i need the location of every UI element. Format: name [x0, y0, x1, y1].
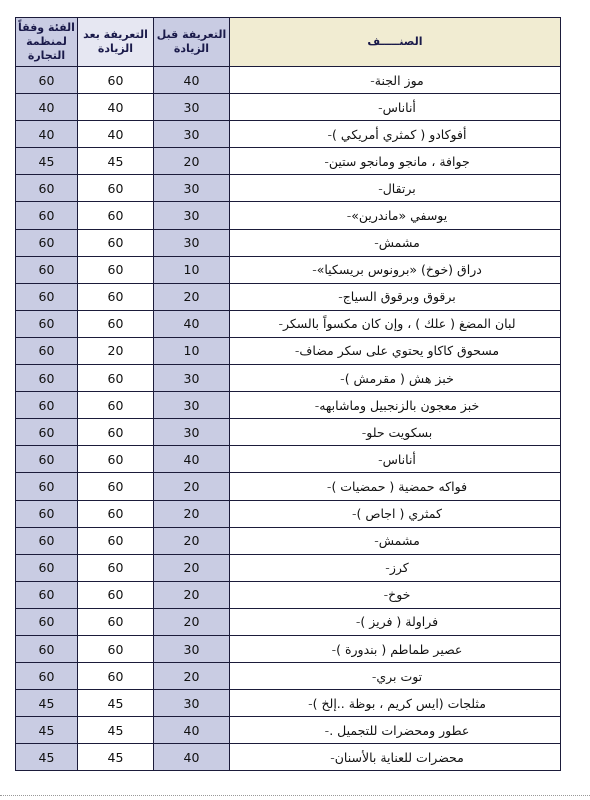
product-name: أفوكادو ( كمثري أمريكي )	[332, 126, 467, 142]
tariff-after-cell: 60	[78, 256, 154, 283]
row-dash-marker: -	[370, 72, 375, 88]
tariff-before-cell: 30	[154, 392, 230, 419]
wto-category-cell: 60	[16, 337, 78, 364]
product-name: كمثري ( اجاص )	[356, 506, 442, 522]
wto-category-cell: 60	[16, 310, 78, 337]
row-dash-marker: -	[314, 397, 320, 413]
tariff-after-cell: 60	[78, 581, 154, 608]
table-row	[16, 527, 561, 554]
product-name: خبز هش ( مقرمش )	[344, 370, 454, 386]
row-dash-marker: -	[326, 478, 332, 494]
tariff-before-cell: 40	[154, 717, 230, 744]
table-row	[16, 337, 561, 364]
product-name: لبان المضغ ( علك ) ، وإن كان مكسواً بالسكر	[282, 316, 516, 332]
tariff-before-cell: 30	[154, 121, 230, 148]
tariff-before-cell: 30	[154, 690, 230, 717]
tariff-after-cell: 40	[78, 94, 154, 121]
wto-category-cell: 60	[16, 500, 78, 527]
tariff-before-cell: 30	[154, 419, 230, 446]
product-name: خبز معجون بالزنجبيل وماشابهه	[319, 397, 480, 413]
product-name-cell	[230, 148, 561, 175]
tariff-after-cell: 60	[78, 283, 154, 310]
table-row	[16, 310, 561, 337]
tariff-before-cell: 30	[154, 175, 230, 202]
row-dash-marker: -	[324, 722, 330, 738]
product-name-cell	[230, 581, 561, 608]
product-name: عطور ومحضرات للتجميل .	[329, 722, 470, 738]
product-name-cell	[230, 635, 561, 662]
row-dash-marker: -	[308, 695, 313, 711]
wto-category-cell: 60	[16, 635, 78, 662]
product-name: مسحوق كاكاو يحتوي على سكر مضاف	[299, 343, 500, 359]
tariff-after-cell: 60	[78, 365, 154, 392]
tariff-after-cell: 60	[78, 67, 154, 94]
product-name: أناناس	[382, 99, 416, 115]
tariff-before-cell: 20	[154, 527, 230, 554]
wto-category-cell: 40	[16, 94, 78, 121]
tariff-after-cell: 60	[78, 310, 154, 337]
product-name-cell	[230, 608, 561, 635]
table-row	[16, 365, 561, 392]
product-name: برقوق وبرقوق السياج	[342, 289, 456, 305]
product-name-cell	[230, 283, 561, 310]
tariff-after-cell: 20	[78, 337, 154, 364]
wto-category-cell: 60	[16, 446, 78, 473]
product-name: مثلجات (ايس كريم ، بوظة ..إلخ )	[312, 695, 486, 711]
product-name: برتقال	[382, 180, 416, 196]
row-dash-marker: -	[327, 126, 333, 142]
product-name: مشمش	[378, 533, 420, 549]
header-wto-category: الفئة وفقاً لمنظمة التجارة	[16, 18, 78, 67]
product-name-cell	[230, 473, 561, 500]
tariff-table	[15, 17, 561, 771]
row-dash-marker: -	[338, 289, 343, 305]
product-name: فراولة ( فريز )	[360, 614, 439, 630]
table-row	[16, 635, 561, 662]
tariff-before-cell: 20	[154, 283, 230, 310]
wto-category-cell: 60	[16, 581, 78, 608]
row-dash-marker: -	[385, 560, 390, 576]
table-row	[16, 663, 561, 690]
product-name: خوخ	[388, 587, 411, 603]
tariff-before-cell: 20	[154, 581, 230, 608]
tariff-after-cell: 60	[78, 446, 154, 473]
row-dash-marker: -	[278, 316, 283, 332]
product-name-cell	[230, 527, 561, 554]
row-dash-marker: -	[355, 614, 361, 630]
row-dash-marker: -	[312, 262, 317, 278]
header-row	[16, 18, 561, 67]
tariff-after-cell: 40	[78, 121, 154, 148]
tariff-before-cell: 40	[154, 67, 230, 94]
table-row	[16, 148, 561, 175]
tariff-before-cell: 30	[154, 635, 230, 662]
table-row	[16, 283, 561, 310]
product-name: عصير طماطم ( بندورة )	[336, 641, 463, 657]
row-dash-marker: -	[330, 749, 335, 765]
product-name-cell	[230, 717, 561, 744]
tariff-before-cell: 40	[154, 310, 230, 337]
tariff-after-cell: 60	[78, 500, 154, 527]
table-row	[16, 202, 561, 229]
row-dash-marker: -	[361, 424, 367, 440]
product-name-cell	[230, 94, 561, 121]
table-row	[16, 744, 561, 771]
wto-category-cell: 45	[16, 717, 78, 744]
tariff-after-cell: 60	[78, 202, 154, 229]
row-dash-marker: -	[294, 343, 300, 359]
product-name: موز الجنة	[374, 72, 424, 88]
wto-category-cell: 45	[16, 690, 78, 717]
product-name-cell	[230, 202, 561, 229]
row-dash-marker: -	[378, 451, 383, 467]
product-name-cell	[230, 392, 561, 419]
wto-category-cell: 60	[16, 527, 78, 554]
table-row	[16, 554, 561, 581]
table-row	[16, 717, 561, 744]
table-row	[16, 446, 561, 473]
product-name-cell	[230, 419, 561, 446]
tariff-before-cell: 10	[154, 337, 230, 364]
row-dash-marker: -	[324, 153, 329, 169]
tariff-before-cell: 30	[154, 229, 230, 256]
product-name-cell	[230, 256, 561, 283]
product-name-cell	[230, 67, 561, 94]
tariff-after-cell: 60	[78, 229, 154, 256]
table-row	[16, 256, 561, 283]
tariff-before-cell: 40	[154, 744, 230, 771]
table-row	[16, 581, 561, 608]
product-name-cell	[230, 175, 561, 202]
tariff-after-cell: 45	[78, 744, 154, 771]
row-dash-marker: -	[371, 668, 377, 684]
tariff-after-cell: 60	[78, 608, 154, 635]
wto-category-cell: 60	[16, 392, 78, 419]
wto-category-cell: 60	[16, 473, 78, 500]
product-name: أناناس	[382, 451, 416, 467]
tariff-after-cell: 60	[78, 419, 154, 446]
table-row	[16, 121, 561, 148]
row-dash-marker: -	[340, 370, 345, 386]
product-name: كرز	[389, 560, 409, 576]
tariff-before-cell: 20	[154, 473, 230, 500]
row-dash-marker: -	[374, 235, 379, 251]
table-row	[16, 419, 561, 446]
tariff-before-cell: 30	[154, 202, 230, 229]
table-row	[16, 175, 561, 202]
table-row	[16, 392, 561, 419]
row-dash-marker: -	[331, 641, 337, 657]
wto-category-cell: 60	[16, 229, 78, 256]
header-tariff-after: التعريفة بعد الزيادة	[78, 18, 154, 67]
product-name: توت بري	[376, 668, 423, 684]
table-row	[16, 500, 561, 527]
table-row	[16, 229, 561, 256]
tariff-after-cell: 60	[78, 473, 154, 500]
tariff-after-cell: 45	[78, 148, 154, 175]
wto-category-cell: 60	[16, 175, 78, 202]
header-tariff-before: التعريفة قبل الزيادة	[154, 18, 230, 67]
wto-category-cell: 45	[16, 744, 78, 771]
product-name-cell	[230, 554, 561, 581]
tariff-after-cell: 60	[78, 527, 154, 554]
wto-category-cell: 60	[16, 283, 78, 310]
tariff-before-cell: 20	[154, 663, 230, 690]
row-dash-marker: -	[352, 506, 357, 522]
tariff-before-cell: 20	[154, 500, 230, 527]
product-name: بسكويت حلو	[366, 424, 433, 440]
product-name: يوسفي «ماندرين»	[351, 208, 448, 224]
tariff-after-cell: 60	[78, 392, 154, 419]
product-name: فواكه حمضية ( حمضيات )	[331, 478, 468, 494]
tariff-before-cell: 40	[154, 446, 230, 473]
tariff-after-cell: 60	[78, 554, 154, 581]
row-dash-marker: -	[383, 587, 389, 603]
product-name-cell	[230, 365, 561, 392]
product-name: محضرات للعناية بالأسنان	[334, 749, 464, 765]
wto-category-cell: 60	[16, 67, 78, 94]
tariff-before-cell: 30	[154, 94, 230, 121]
footer-divider	[0, 795, 590, 796]
product-name-cell	[230, 663, 561, 690]
wto-category-cell: 45	[16, 148, 78, 175]
wto-category-cell: 60	[16, 663, 78, 690]
row-dash-marker: -	[378, 99, 383, 115]
header-category: الصنـــــف	[230, 18, 561, 67]
tariff-before-cell: 10	[154, 256, 230, 283]
table-row	[16, 690, 561, 717]
row-dash-marker: -	[378, 180, 383, 196]
table-body	[16, 67, 561, 771]
wto-category-cell: 60	[16, 554, 78, 581]
product-name: دراق (خوخ) «برونوس بريسكيا»	[316, 262, 482, 278]
tariff-before-cell: 20	[154, 554, 230, 581]
row-dash-marker: -	[374, 533, 379, 549]
product-name-cell	[230, 121, 561, 148]
tariff-before-cell: 20	[154, 148, 230, 175]
table-row	[16, 67, 561, 94]
product-name-cell	[230, 744, 561, 771]
wto-category-cell: 60	[16, 202, 78, 229]
product-name-cell	[230, 337, 561, 364]
tariff-document	[15, 17, 560, 771]
product-name-cell	[230, 310, 561, 337]
product-name: مشمش	[378, 235, 420, 251]
row-dash-marker: -	[346, 208, 352, 224]
tariff-after-cell: 60	[78, 663, 154, 690]
table-row	[16, 473, 561, 500]
wto-category-cell: 60	[16, 608, 78, 635]
table-row	[16, 608, 561, 635]
product-name-cell	[230, 500, 561, 527]
tariff-after-cell: 45	[78, 690, 154, 717]
product-name-cell	[230, 229, 561, 256]
product-name-cell	[230, 690, 561, 717]
wto-category-cell: 60	[16, 365, 78, 392]
wto-category-cell: 40	[16, 121, 78, 148]
tariff-after-cell: 45	[78, 717, 154, 744]
tariff-before-cell: 30	[154, 365, 230, 392]
product-name-cell	[230, 446, 561, 473]
wto-category-cell: 60	[16, 419, 78, 446]
tariff-after-cell: 60	[78, 635, 154, 662]
tariff-after-cell: 60	[78, 175, 154, 202]
product-name: جوافة ، مانجو ومانجو ستين	[328, 153, 470, 169]
tariff-before-cell: 20	[154, 608, 230, 635]
table-row	[16, 94, 561, 121]
wto-category-cell: 60	[16, 256, 78, 283]
